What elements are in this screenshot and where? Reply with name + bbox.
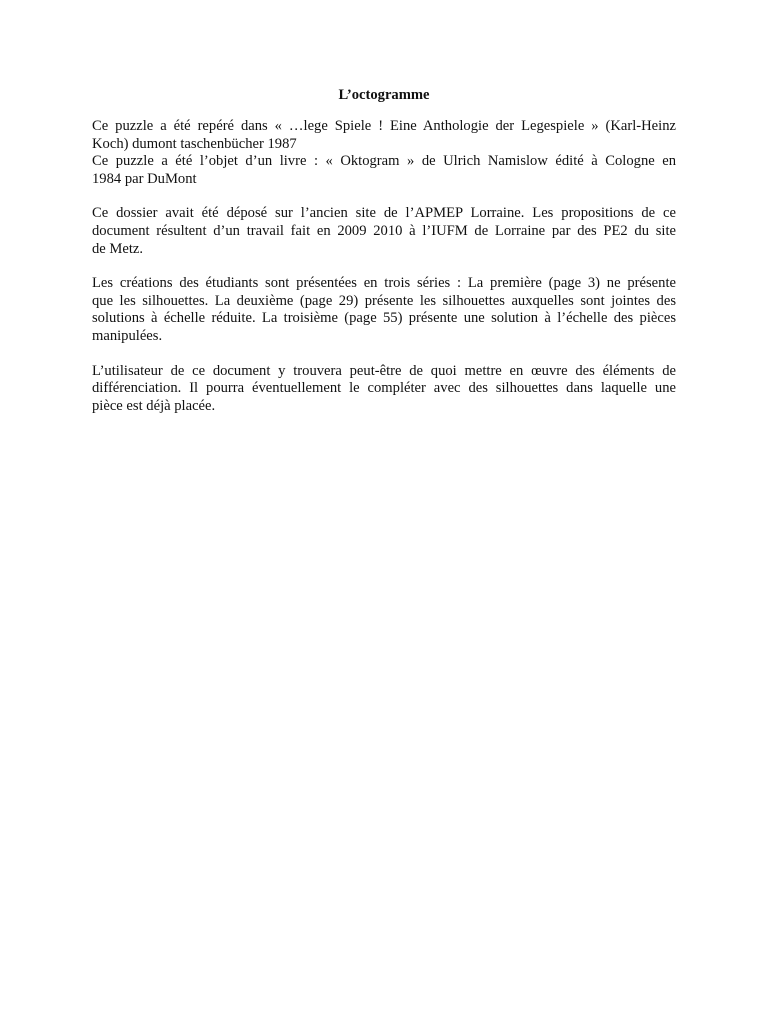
text-line: que les silhouettes. La deuxième (page 29) présente les silhouettes auxquelles sont jointes des: [92, 292, 676, 309]
text-line: Ce puzzle a été repéré dans « …lege Spiele ! Eine Anthologie der Legespiele » (Karl-Heinz: [92, 118, 676, 134]
paragraph-dossier: [92, 205, 676, 258]
text-line: document résultent d’un travail fait en 2009 2010 à l’IUFM de Lorraine par des PE2 du site: [92, 222, 676, 239]
paragraph-creations: [92, 275, 676, 345]
text-line: pièce est déjà placée.: [92, 397, 216, 414]
document-title: L’octogramme: [338, 87, 430, 103]
text-line: Ce puzzle a été l’objet d’un livre : « Oktogram » de Ulrich Namislow édité à Cologne en: [92, 153, 676, 170]
text-line: différenciation. Il pourra éventuellement le compléter avec des silhouettes dans laquelle une: [92, 380, 676, 397]
text-line: Ce dossier avait été déposé sur l’ancien site de l’APMEP Lorraine. Les propositions de ce: [92, 205, 676, 222]
paragraph-sources: [92, 118, 676, 188]
text-line: Koch) dumont taschenbücher 1987: [92, 135, 297, 152]
text-line: 1984 par DuMont: [92, 170, 197, 187]
text-line: manipulées.: [92, 327, 163, 344]
paragraph-utilisateur: [92, 363, 676, 416]
text-line: Les créations des étudiants sont présentées en trois séries : La première (page 3) ne présente: [92, 275, 676, 292]
document-page: [92, 86, 676, 432]
text-line: solutions à échelle réduite. La troisième (page 55) présente une solution à l’échelle des pièces: [92, 310, 676, 327]
text-line: de Metz.: [92, 240, 144, 257]
text-line: L’utilisateur de ce document y trouvera peut-être de quoi mettre en œuvre des éléments de: [92, 362, 676, 379]
